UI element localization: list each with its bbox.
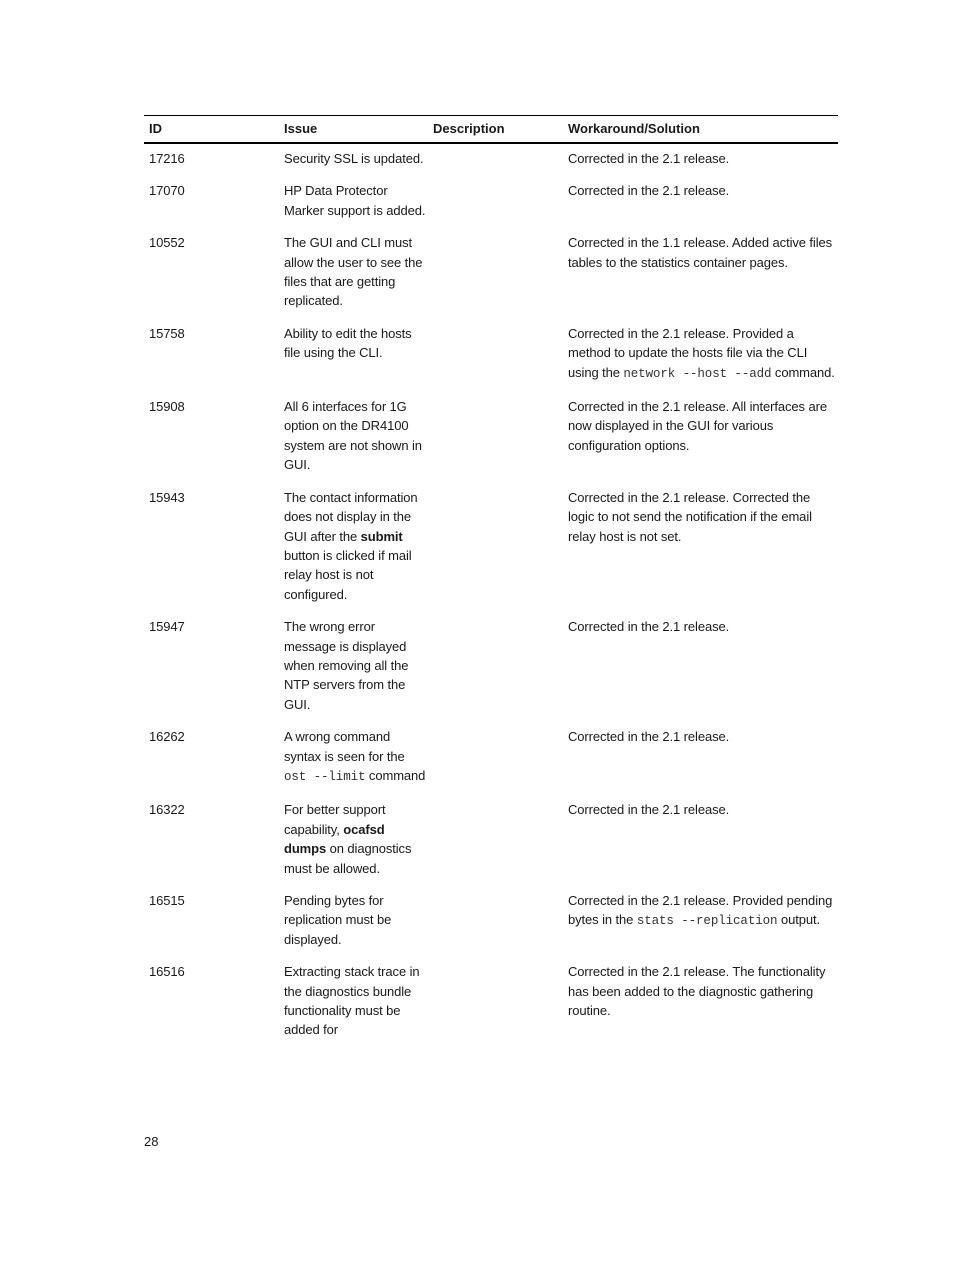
cell-id: 16322: [149, 802, 185, 818]
cell-id: 15947: [149, 619, 185, 635]
cell-description: [428, 958, 563, 1049]
cell-text: Ability to edit the hosts file using the CLI.: [284, 325, 412, 361]
cell-workaround: [563, 723, 838, 796]
cell-text: Corrected in the 2.1 release.: [568, 729, 730, 745]
cell-text: A wrong command syntax is seen for the: [284, 729, 405, 764]
cell-issue: [279, 393, 428, 484]
header-description: Description: [428, 116, 563, 144]
inline-code: ost --limit: [284, 769, 366, 784]
cell-text: Corrected in the 2.1 release.: [568, 802, 730, 818]
cell-issue: [279, 143, 428, 177]
table-row: [144, 229, 838, 320]
cell-description: [428, 143, 563, 177]
table-row: [144, 613, 838, 723]
cell-text: Corrected in the 2.1 release.: [568, 619, 730, 635]
cell-issue: [279, 613, 428, 723]
table-row: [144, 796, 838, 887]
cell-issue: [279, 723, 428, 796]
cell-id: 15908: [149, 399, 185, 415]
cell-description: [428, 796, 563, 887]
inline-code: stats --replication: [636, 914, 778, 929]
table-row: [144, 393, 838, 484]
cell-text: HP Data Protector Marker support is added.: [284, 183, 426, 218]
cell-workaround: [563, 177, 838, 229]
table-row: [144, 484, 838, 613]
cell-id: 17216: [149, 151, 185, 166]
cell-text: on diagnostics must be allowed.: [284, 841, 412, 876]
cell-text: Corrected in the 2.1 release. Corrected the logic to not send the notification if the email relay host is not set.: [568, 489, 812, 544]
cell-workaround: [563, 796, 838, 887]
cell-description: [428, 484, 563, 613]
cell-text: Corrected in the 1.1 release. Added active files tables to the statistics container pages.: [568, 235, 833, 270]
header-workaround: Workaround/Solution: [563, 116, 838, 144]
cell-id: 15943: [149, 489, 185, 505]
cell-id: 16516: [149, 964, 185, 980]
cell-id: 10552: [149, 235, 185, 251]
table-row: [144, 723, 838, 796]
cell-issue: [279, 177, 428, 229]
cell-text: All 6 interfaces for 1G option on the DR4100 system are not shown in GUI.: [284, 399, 422, 473]
cell-text: Corrected in the 2.1 release. The functionality has been added to the diagnostic gathering routine.: [568, 964, 826, 1019]
cell-text: command.: [771, 364, 835, 380]
cell-text: Security SSL is updated.: [284, 151, 424, 166]
cell-workaround: [563, 229, 838, 320]
cell-issue: [279, 958, 428, 1049]
cell-text: Extracting stack trace in the diagnostics bundle functionality must be added for: [284, 964, 420, 1038]
cell-workaround: [563, 958, 838, 1049]
cell-id: 16515: [149, 893, 185, 908]
cell-workaround: [563, 320, 838, 393]
cell-text: button is clicked if mail relay host is not configured.: [284, 547, 412, 602]
cell-workaround: [563, 143, 838, 177]
table-row: [144, 320, 838, 393]
cell-text: The wrong error message is displayed when removing all the NTP servers from the GUI.: [284, 619, 409, 712]
page-number: 28: [144, 1134, 159, 1149]
table-row: [144, 887, 838, 958]
inline-bold: ocafsd dumps: [284, 821, 385, 857]
table-row: [144, 958, 838, 1049]
inline-code: network --host --add: [623, 366, 772, 381]
cell-text: command: [365, 767, 426, 783]
cell-text: Corrected in the 2.1 release.: [568, 183, 730, 199]
table-row: [144, 177, 838, 229]
cell-id: 16262: [149, 729, 185, 745]
table-row: [144, 143, 838, 177]
cell-text: Corrected in the 2.1 release. Provided pending bytes in the: [568, 893, 833, 928]
cell-description: [428, 723, 563, 796]
cell-description: [428, 887, 563, 958]
cell-id: 17070: [149, 183, 185, 199]
cell-id: 15758: [149, 325, 185, 341]
cell-description: [428, 177, 563, 229]
cell-description: [428, 393, 563, 484]
cell-text: Corrected in the 2.1 release.: [568, 151, 730, 166]
cell-issue: [279, 796, 428, 887]
cell-issue: [279, 484, 428, 613]
cell-description: [428, 613, 563, 723]
cell-text: Corrected in the 2.1 release. Provided a method to update the hosts file via the CLI using the: [568, 325, 808, 380]
cell-description: [428, 320, 563, 393]
cell-text: The contact information does not display in the GUI after the: [284, 489, 418, 544]
known-issues-table: [144, 115, 838, 1049]
cell-issue: [279, 229, 428, 320]
inline-bold: submit: [360, 528, 403, 544]
cell-workaround: [563, 613, 838, 723]
cell-workaround: [563, 393, 838, 484]
cell-text: Corrected in the 2.1 release. All interfaces are now displayed in the GUI for various configuration options.: [568, 399, 827, 453]
cell-workaround: [563, 887, 838, 958]
header-issue: Issue: [279, 116, 428, 144]
cell-workaround: [563, 484, 838, 613]
table-header-row: [144, 116, 838, 144]
cell-text: Pending bytes for replication must be displayed.: [284, 893, 392, 947]
cell-description: [428, 229, 563, 320]
header-id: ID: [144, 116, 279, 144]
cell-issue: [279, 887, 428, 958]
cell-text: The GUI and CLI must allow the user to see the files that are getting replicated.: [284, 235, 423, 309]
cell-text: For better support capability,: [284, 802, 386, 837]
cell-issue: [279, 320, 428, 393]
cell-text: output.: [777, 912, 821, 928]
